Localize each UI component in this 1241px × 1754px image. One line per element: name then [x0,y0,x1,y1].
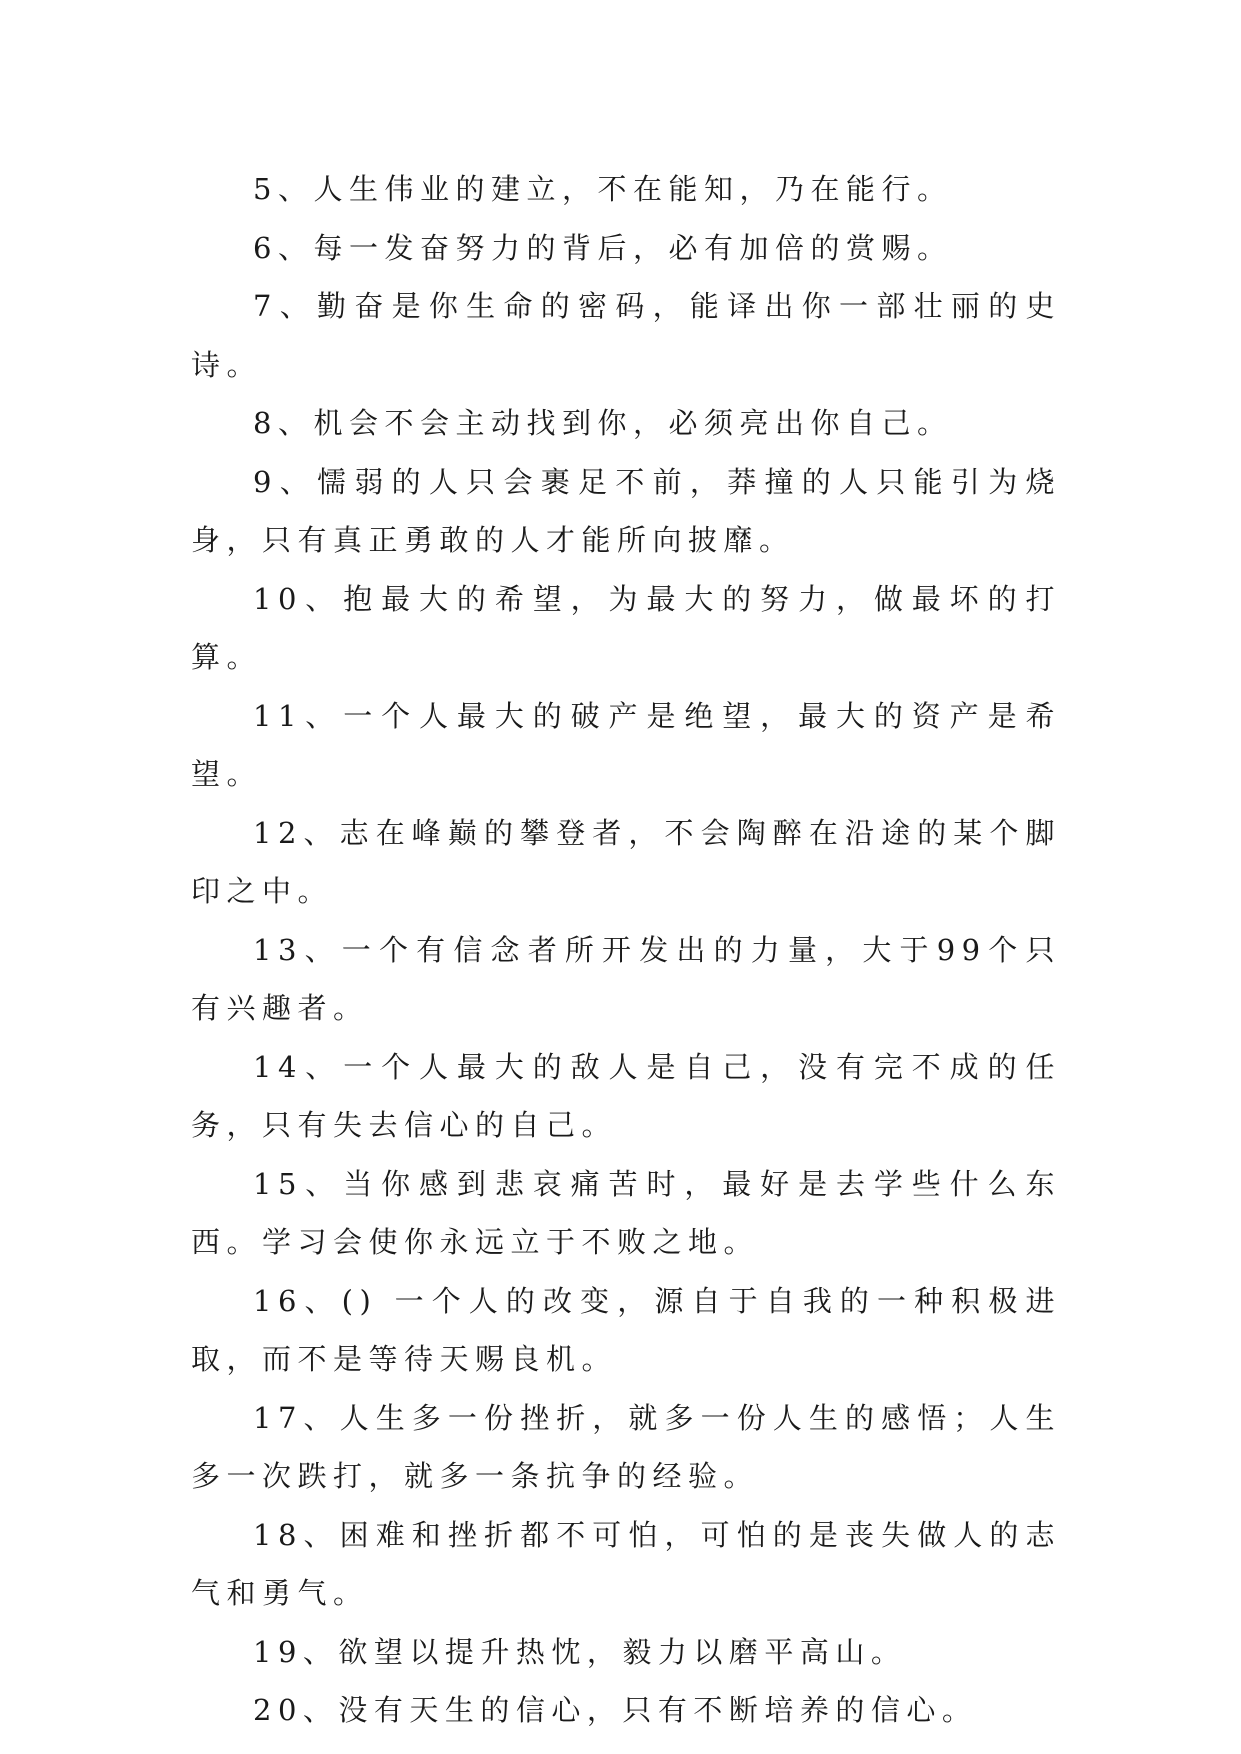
list-item: 18、困难和挫折都不可怕，可怕的是丧失做人的志气和勇气。 [191,1517,1061,1610]
list-item: 19、欲望以提升热忱，毅力以磨平高山。 [253,1634,907,1669]
list-item: 8、机会不会主动找到你，必须亮出你自己。 [253,406,953,440]
list-item: 7、勤奋是你生命的密码，能译出你一部壮丽的史诗。 [191,289,1061,382]
list-item: 15、当你感到悲哀痛苦时，最好是去学些什么东西。学习会使你永远立于不败之地。 [191,1166,1061,1259]
list-item: 5、人生伟业的建立，不在能知，乃在能行。 [253,172,953,206]
list-item: 17、人生多一份挫折，就多一份人生的感悟；人生多一次跌打，就多一条抗争的经验。 [191,1400,1061,1493]
list-item: 13、一个有信念者所开发出的力量，大于99个只有兴趣者。 [191,932,1061,1025]
list-item: 10、抱最大的希望，为最大的努力，做最坏的打算。 [191,581,1061,674]
quote-list [191,160,1061,1740]
list-item: 6、每一发奋努力的背后，必有加倍的赏赐。 [253,230,953,265]
list-item: 11、一个人最大的破产是绝望，最大的资产是希望。 [191,698,1061,791]
list-item: 9、懦弱的人只会裹足不前，莽撞的人只能引为烧身，只有真正勇敢的人才能所向披靡。 [191,464,1061,557]
list-item: 16、() 一个人的改变，源自于自我的一种积极进取，而不是等待天赐良机。 [191,1283,1061,1376]
list-item: 20、没有天生的信心，只有不断培养的信心。 [253,1693,978,1727]
list-item: 14、一个人最大的敌人是自己，没有完不成的任务，只有失去信心的自己。 [191,1049,1061,1142]
list-item: 12、志在峰巅的攀登者，不会陶醉在沿途的某个脚印之中。 [191,815,1061,908]
